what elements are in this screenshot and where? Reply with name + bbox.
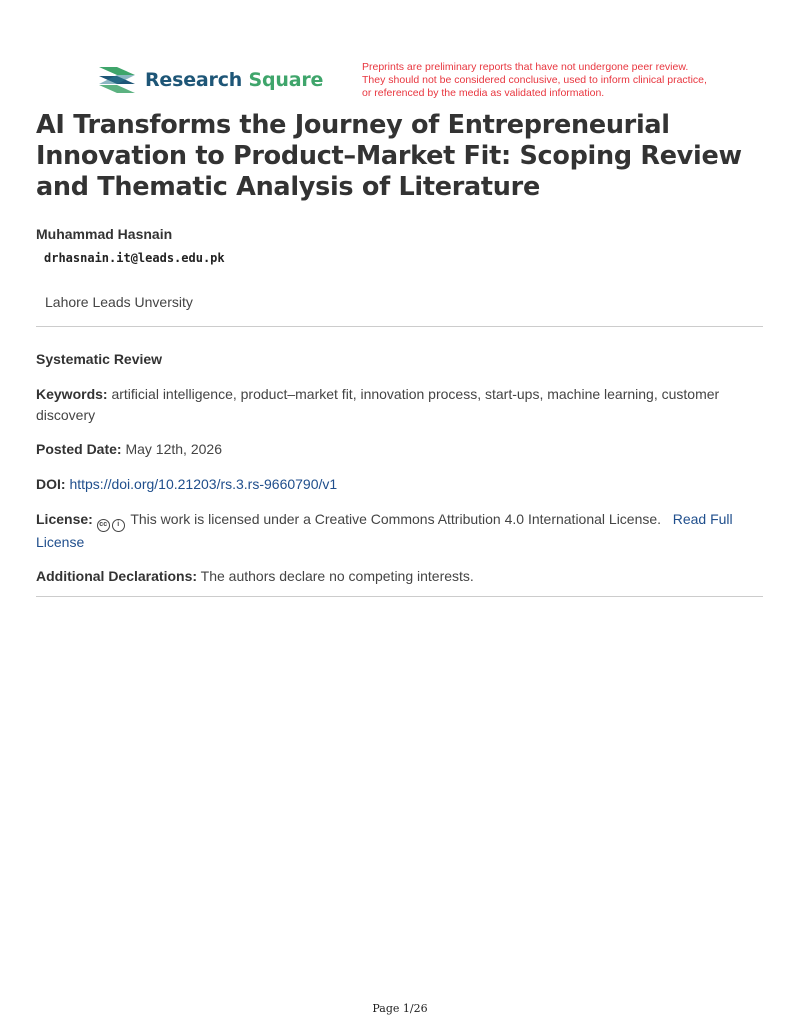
page-number: Page 1/26 xyxy=(372,1002,428,1015)
posted-date xyxy=(36,439,763,460)
attribution-icon: i xyxy=(112,519,125,532)
posted-date-value: May 12th, 2026 xyxy=(125,441,222,457)
read-full-license-link[interactable]: Read Full License xyxy=(36,511,733,550)
keywords-label: Keywords: xyxy=(36,386,108,402)
disclaimer-line: They should not be considered conclusive, used to inform clinical practice, xyxy=(362,74,707,86)
disclaimer-line: or referenced by the media as validated information. xyxy=(362,87,605,99)
divider xyxy=(36,596,763,597)
logo-word-research: Research xyxy=(145,69,243,91)
license-label: License: xyxy=(36,511,93,527)
logo-word-square: Square xyxy=(248,69,324,91)
author-name: Muhammad Hasnain xyxy=(36,226,173,242)
additional-declarations xyxy=(36,566,763,587)
research-square-logo-icon xyxy=(97,64,137,96)
disclaimer-line: Preprints are preliminary reports that have not undergone peer review. xyxy=(362,61,689,73)
author-affiliation: Lahore Leads Unversity xyxy=(45,294,193,310)
posted-date-label: Posted Date: xyxy=(36,441,122,457)
divider xyxy=(36,326,763,327)
paper-title: AI Transforms the Journey of Entrepreneurial Innovation to Product–Market Fit: Scoping Review and Thematic Analysis of Literature xyxy=(36,110,742,202)
creative-commons-icon: cc xyxy=(97,519,110,532)
header xyxy=(0,56,800,106)
doi xyxy=(36,474,763,495)
keywords-value: artificial intelligence, product–market fit, innovation process, start-ups, machine learning, customer discovery xyxy=(36,386,720,423)
keywords xyxy=(36,384,763,426)
article-type: Systematic Review xyxy=(36,351,163,367)
doi-label: DOI: xyxy=(36,476,66,492)
preprint-disclaimer xyxy=(362,61,742,100)
doi-link[interactable]: https://doi.org/10.21203/rs.3.rs-9660790/v1 xyxy=(69,476,338,492)
logo-wordmark xyxy=(145,69,323,91)
research-square-logo[interactable] xyxy=(97,64,323,96)
declarations-label: Additional Declarations: xyxy=(36,568,198,584)
license xyxy=(36,509,763,553)
declarations-value: The authors declare no competing interests. xyxy=(200,568,474,584)
license-text: This work is licensed under a Creative Commons Attribution 4.0 International License. xyxy=(130,511,662,527)
author-email[interactable]: drhasnain.it@leads.edu.pk xyxy=(44,251,225,265)
